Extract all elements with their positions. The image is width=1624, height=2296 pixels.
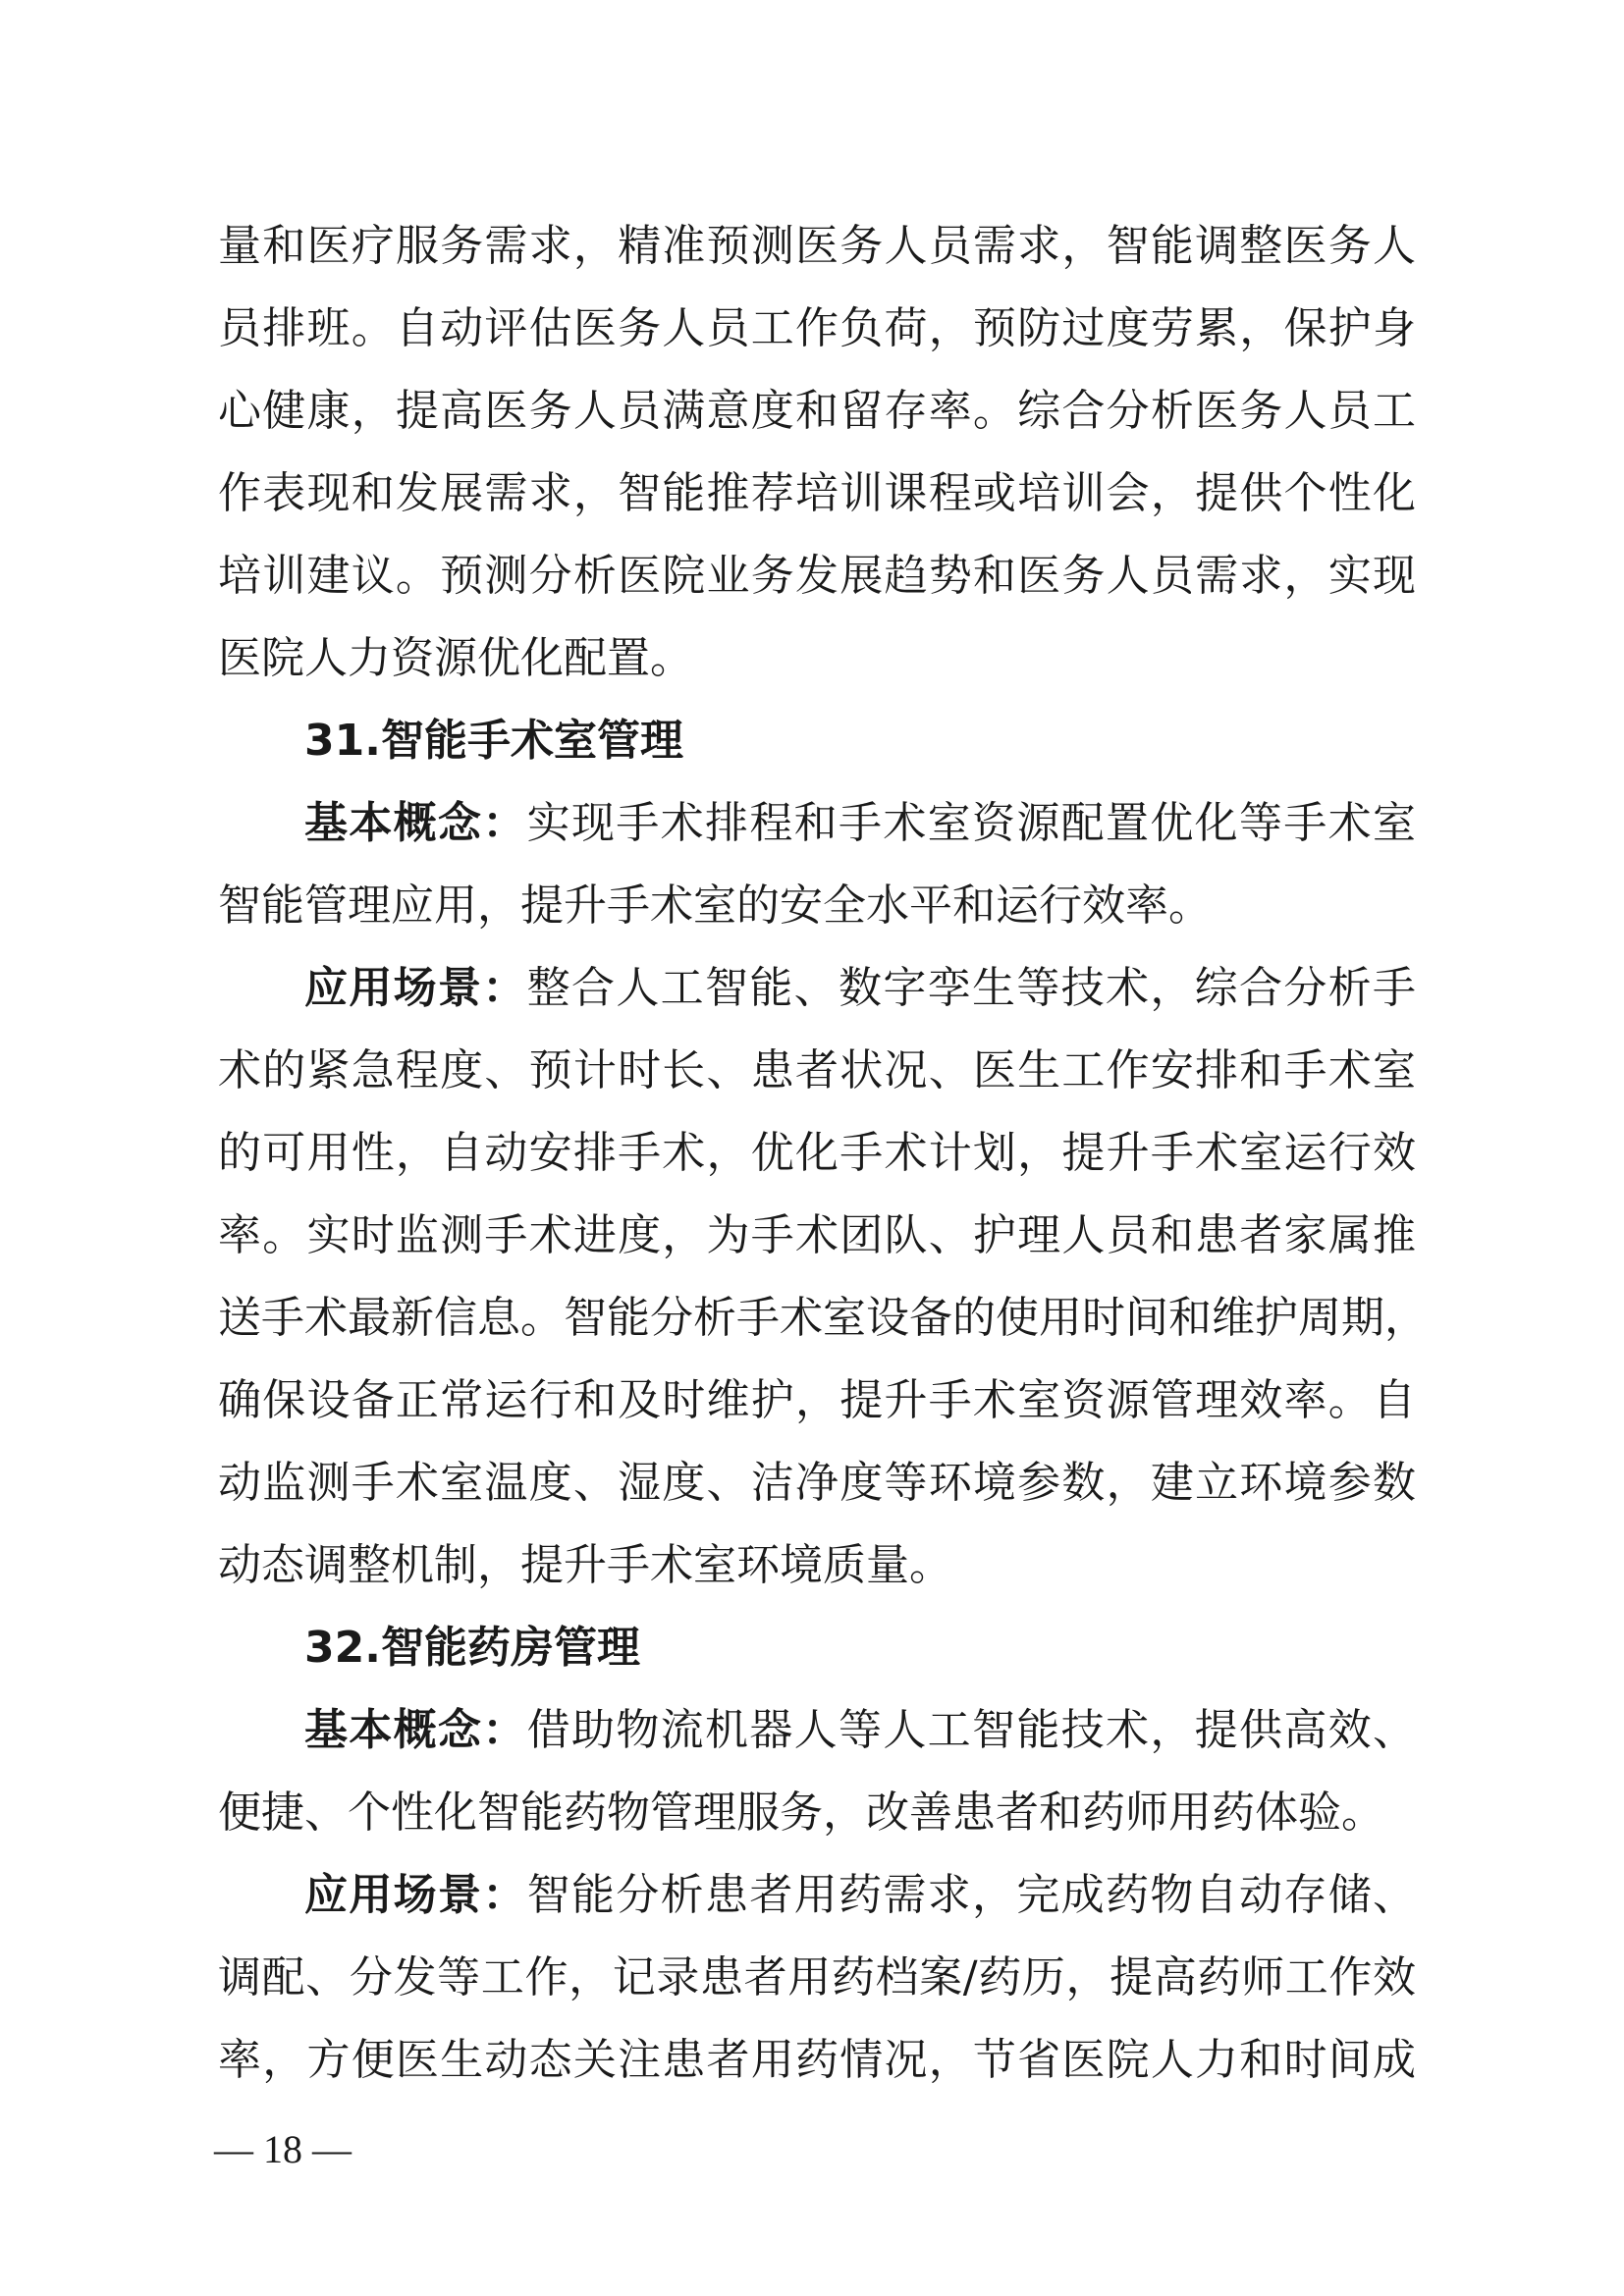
page-number: — 18 — — [214, 2127, 352, 2171]
paragraph-line: 便捷、个性化智能药物管理服务，改善患者和药师用药体验。 — [218, 1788, 1384, 1838]
paragraph-line: 率，方便医生动态关注患者用药情况，节省医院人力和时间成 — [218, 2035, 1416, 2085]
paragraph-line: 率。实时监测手术进度，为手术团队、护理人员和患者家属推 — [218, 1210, 1416, 1260]
paragraph-line: 量和医疗服务需求，精准预测医务人员需求，智能调整医务人 — [218, 221, 1416, 271]
concept-label: 基本概念： — [304, 798, 527, 848]
paragraph-line: 调配、分发等工作，记录患者用药档案/药历，提高药师工作效 — [218, 1952, 1416, 2002]
paragraph-line: 动态调整机制，提升手术室环境质量。 — [218, 1540, 952, 1590]
paragraph-line: 的可用性，自动安排手术，优化手术计划，提升手术室运行效 — [218, 1128, 1416, 1178]
scenario-line-31 — [304, 954, 1416, 1023]
paragraph-line: 心健康，提高医务人员满意度和留存率。综合分析医务人员工 — [218, 386, 1416, 436]
paragraph-line: 医院人力资源优化配置。 — [218, 633, 693, 683]
paragraph-line: 动监测手术室温度、湿度、洁净度等环境参数，建立环境参数 — [218, 1458, 1416, 1508]
scenario-text: 智能分析患者用药需求，完成药物自动存储、 — [526, 1870, 1417, 1920]
concept-text: 实现手术排程和手术室资源配置优化等手术室 — [526, 798, 1417, 848]
paragraph-line: 送手术最新信息。智能分析手术室设备的使用时间和维护周期， — [218, 1293, 1428, 1343]
paragraph-line: 智能管理应用，提升手术室的安全水平和运行效率。 — [218, 881, 1212, 931]
scenario-text: 整合人工智能、数字孪生等技术，综合分析手 — [526, 963, 1417, 1013]
paragraph-line: 培训建议。预测分析医院业务发展趋势和医务人员需求，实现 — [218, 551, 1416, 601]
scenario-label: 应用场景： — [304, 963, 527, 1013]
paragraph-line: 术的紧急程度、预计时长、患者状况、医生工作安排和手术室 — [218, 1045, 1416, 1095]
paragraph-line: 员排班。自动评估医务人员工作负荷，预防过度劳累，保护身 — [218, 303, 1416, 353]
paragraph-line: 作表现和发展需求，智能推荐培训课程或培训会，提供个性化 — [218, 468, 1416, 518]
scenario-label: 应用场景： — [304, 1870, 527, 1920]
section-heading-31: 31.智能手术室管理 — [304, 716, 683, 766]
paragraph-line: 确保设备正常运行和及时维护，提升手术室资源管理效率。自 — [218, 1375, 1416, 1425]
concept-label: 基本概念： — [304, 1705, 527, 1755]
concept-line-31 — [304, 789, 1416, 858]
concept-line-32 — [304, 1696, 1416, 1765]
section-heading-32: 32.智能药房管理 — [304, 1623, 640, 1673]
scenario-line-32 — [304, 1861, 1416, 1930]
concept-text: 借助物流机器人等人工智能技术，提供高效、 — [526, 1705, 1417, 1755]
